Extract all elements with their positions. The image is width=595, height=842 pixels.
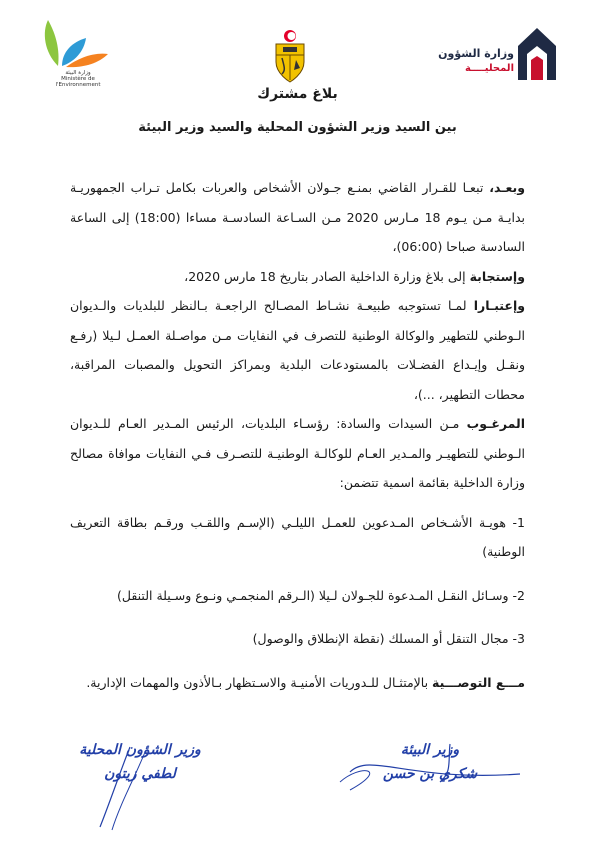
leaf-logo-icon [38, 18, 118, 70]
paragraph-text: تبعـا للقـرار القاضي بمنـع جـولان الأشخاص والعربات بكامل تـراب الجمهوريـة بدايـة مـن يـوم 18 مـارس 2020 مـن السـاعة السادسـة مساءا (18:00) إلى الساعة السادسة صباحا (06:00)، [70, 180, 525, 254]
paragraph-text: لمـا تستوجبه طبيعـة نشـاط المصـالح الراجعـة بـالنظر للبلديات والـديوان الـوطني للتطهير والوكالة الوطنية للتصرف في النفايات مـن مواصـلة العمـل لـيلا (رفـع ونقـل وإيـداع الفضـلات بالمستودعات البلدية وبمراكز التحويل والمصبات المراقبة، محطات التطهير، ...)، [70, 298, 525, 402]
paragraph-text: إلى بلاغ وزارة الداخلية الصادر بتاريخ 18 مارس 2020، [184, 268, 470, 284]
signatory-role: وزير الشؤون المحلية [79, 742, 201, 758]
list-item-1: 1- هويـة الأشـخاص المـدعوين للعمـل الليلـي (الإسـم واللقـب ورقـم بطاقة التعريف الوطنية) [70, 514, 525, 559]
closing-lead: مـــع التوصـــية [432, 674, 525, 690]
local-logo-line1: وزارة الشؤون [438, 47, 514, 60]
list-item-3: 3- مجال التنقل أو المسلك (نقطة الإنطلاق والوصول) [252, 631, 525, 646]
handwritten-signature-icon [330, 742, 530, 832]
signature-local-affairs-minister [60, 742, 220, 782]
paragraph-2 [70, 262, 525, 292]
signatory-name: شكري بن حسن [382, 766, 478, 782]
paragraph-text: مـن السيدات والسادة: رؤسـاء البلديات، الرئيس المـدير العـام للـديوان الـوطني للتطهيـر والمـدير العـام للوكالـة الوطنيـة للتصـرف فـي النفايات موافاة مصالح وزارة الداخلية بقائمة اسمية تتضمن: [70, 416, 525, 490]
environment-ministry-logo [38, 18, 118, 86]
document-body [70, 173, 525, 697]
list-item-2: 2- وسـائل النقـل المـدعوة للجـولان لـيلا (الـرقم المنجمـي ونـوع وسـيلة التنقل) [116, 587, 525, 603]
tunisia-coat-of-arms-icon [270, 28, 310, 84]
paragraph-1 [70, 173, 525, 262]
handwritten-signature-icon [60, 742, 220, 832]
house-logo-icon [516, 26, 558, 82]
local-affairs-ministry-logo [438, 26, 558, 82]
paragraph-lead: المرغـوب [466, 416, 525, 431]
signature-environment-minister [330, 742, 530, 782]
document-subtitle: بين السيد وزير الشؤون المحلية والسيد وزير البيئة [138, 120, 457, 135]
signatory-role: وزير البيئة [400, 742, 460, 758]
closing-paragraph [70, 668, 525, 698]
env-logo-caption-fr: Ministère de l'Environnement [55, 76, 101, 88]
closing-text: بالإمتثـال للـدوريات الأمنيـة والاسـتظهار بـالأذون والمهمات الإدارية. [86, 674, 433, 690]
paragraph-lead: وبعـد، [489, 180, 525, 195]
paragraph-4 [70, 409, 525, 498]
local-logo-line2: المحليــــة [465, 63, 514, 74]
paragraph-3 [70, 291, 525, 409]
env-logo-caption-ar: وزارة البيئة [65, 70, 91, 76]
document-title: بلاغ مشترك [257, 86, 338, 102]
paragraph-lead: وإستجابة [469, 268, 525, 284]
signatory-name: لطفي زيتون [104, 766, 176, 782]
paragraph-lead: وإعتبـارا [473, 298, 525, 313]
